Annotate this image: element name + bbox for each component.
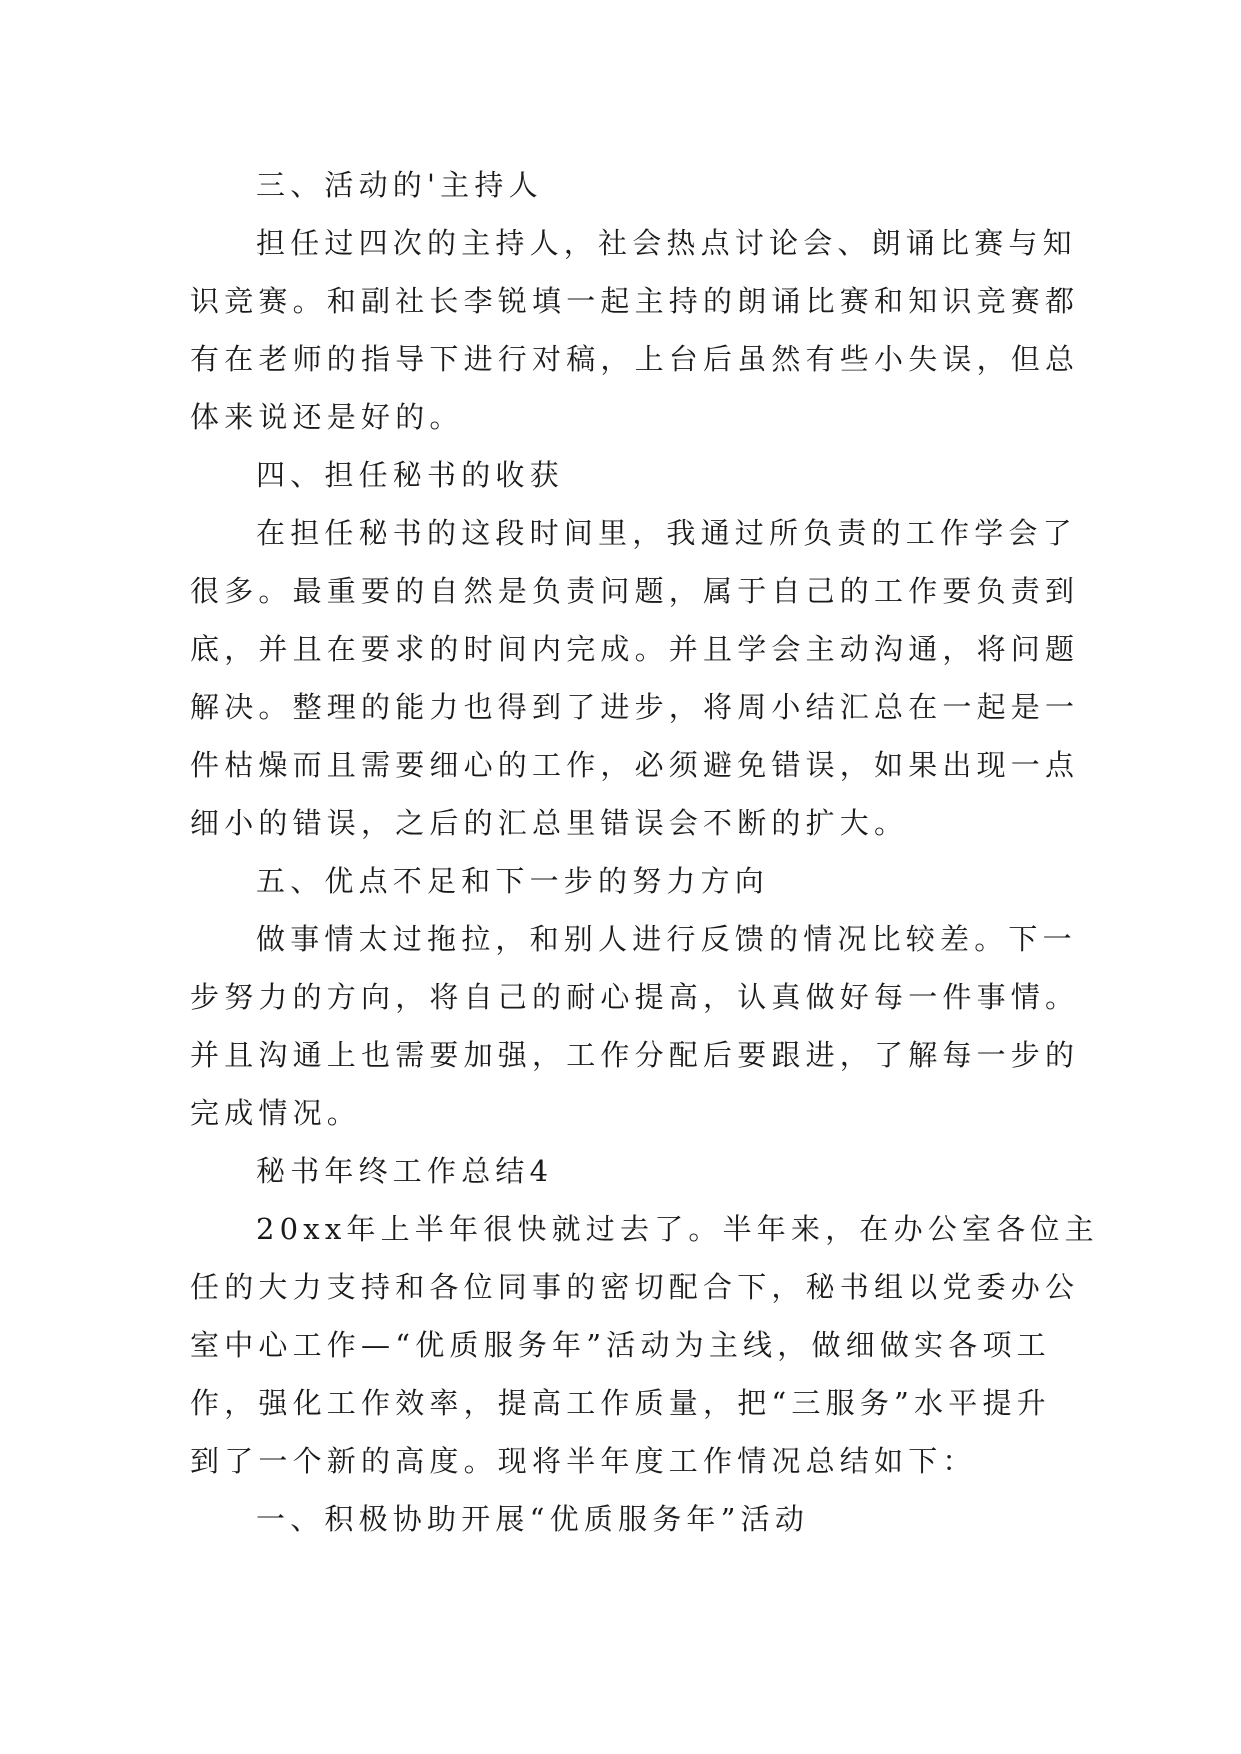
section-heading-4: 四、担任秘书的收获 (256, 458, 564, 492)
paragraph-line: 解决。整理的能力也得到了进步，将周小结汇总在一起是一 (190, 690, 1080, 724)
paragraph-line: 识竞赛。和副社长李锐填一起主持的朗诵比赛和知识竞赛都 (190, 284, 1080, 318)
paragraph-line: 20xx年上半年很快就过去了。半年来，在办公室各位主 (256, 1212, 1099, 1246)
paragraph-line: 步努力的方向，将自己的耐心提高，认真做好每一件事情。 (190, 980, 1080, 1014)
paragraph-line: 并且沟通上也需要加强，工作分配后要跟进，了解每一步的 (190, 1038, 1080, 1072)
paragraph-line: 到了一个新的高度。现将半年度工作情况总结如下： (190, 1444, 977, 1478)
paragraph-line: 担任过四次的主持人，社会热点讨论会、朗诵比赛与知 (256, 226, 1077, 260)
paragraph-line: 在担任秘书的这段时间里，我通过所负责的工作学会了 (256, 516, 1077, 550)
section-heading-1: 一、积极协助开展“优质服务年”活动 (256, 1502, 810, 1536)
article-title: 秘书年终工作总结4 (256, 1154, 554, 1188)
paragraph-line: 细小的错误，之后的汇总里错误会不断的扩大。 (190, 806, 909, 840)
paragraph-line: 任的大力支持和各位同事的密切配合下，秘书组以党委办公 (190, 1270, 1080, 1304)
section-heading-5: 五、优点不足和下一步的努力方向 (256, 864, 770, 898)
paragraph-line: 体来说还是好的。 (190, 400, 464, 434)
paragraph-line: 作，强化工作效率，提高工作质量，把“三服务”水平提升 (190, 1386, 1051, 1420)
paragraph-line: 完成情况。 (190, 1096, 362, 1130)
paragraph-line: 做事情太过拖拉，和别人进行反馈的情况比较差。下一 (256, 922, 1077, 956)
paragraph-line: 室中心工作—“优质服务年”活动为主线，做细做实各项工 (190, 1328, 1051, 1362)
paragraph-line: 底，并且在要求的时间内完成。并且学会主动沟通，将问题 (190, 632, 1080, 666)
paragraph-line: 件枯燥而且需要细心的工作，必须避免错误，如果出现一点 (190, 748, 1080, 782)
paragraph-line: 有在老师的指导下进行对稿，上台后虽然有些小失误，但总 (190, 342, 1080, 376)
paragraph-line: 很多。最重要的自然是负责问题，属于自己的工作要负责到 (190, 574, 1080, 608)
section-heading-3: 三、活动的'主持人 (256, 168, 543, 202)
